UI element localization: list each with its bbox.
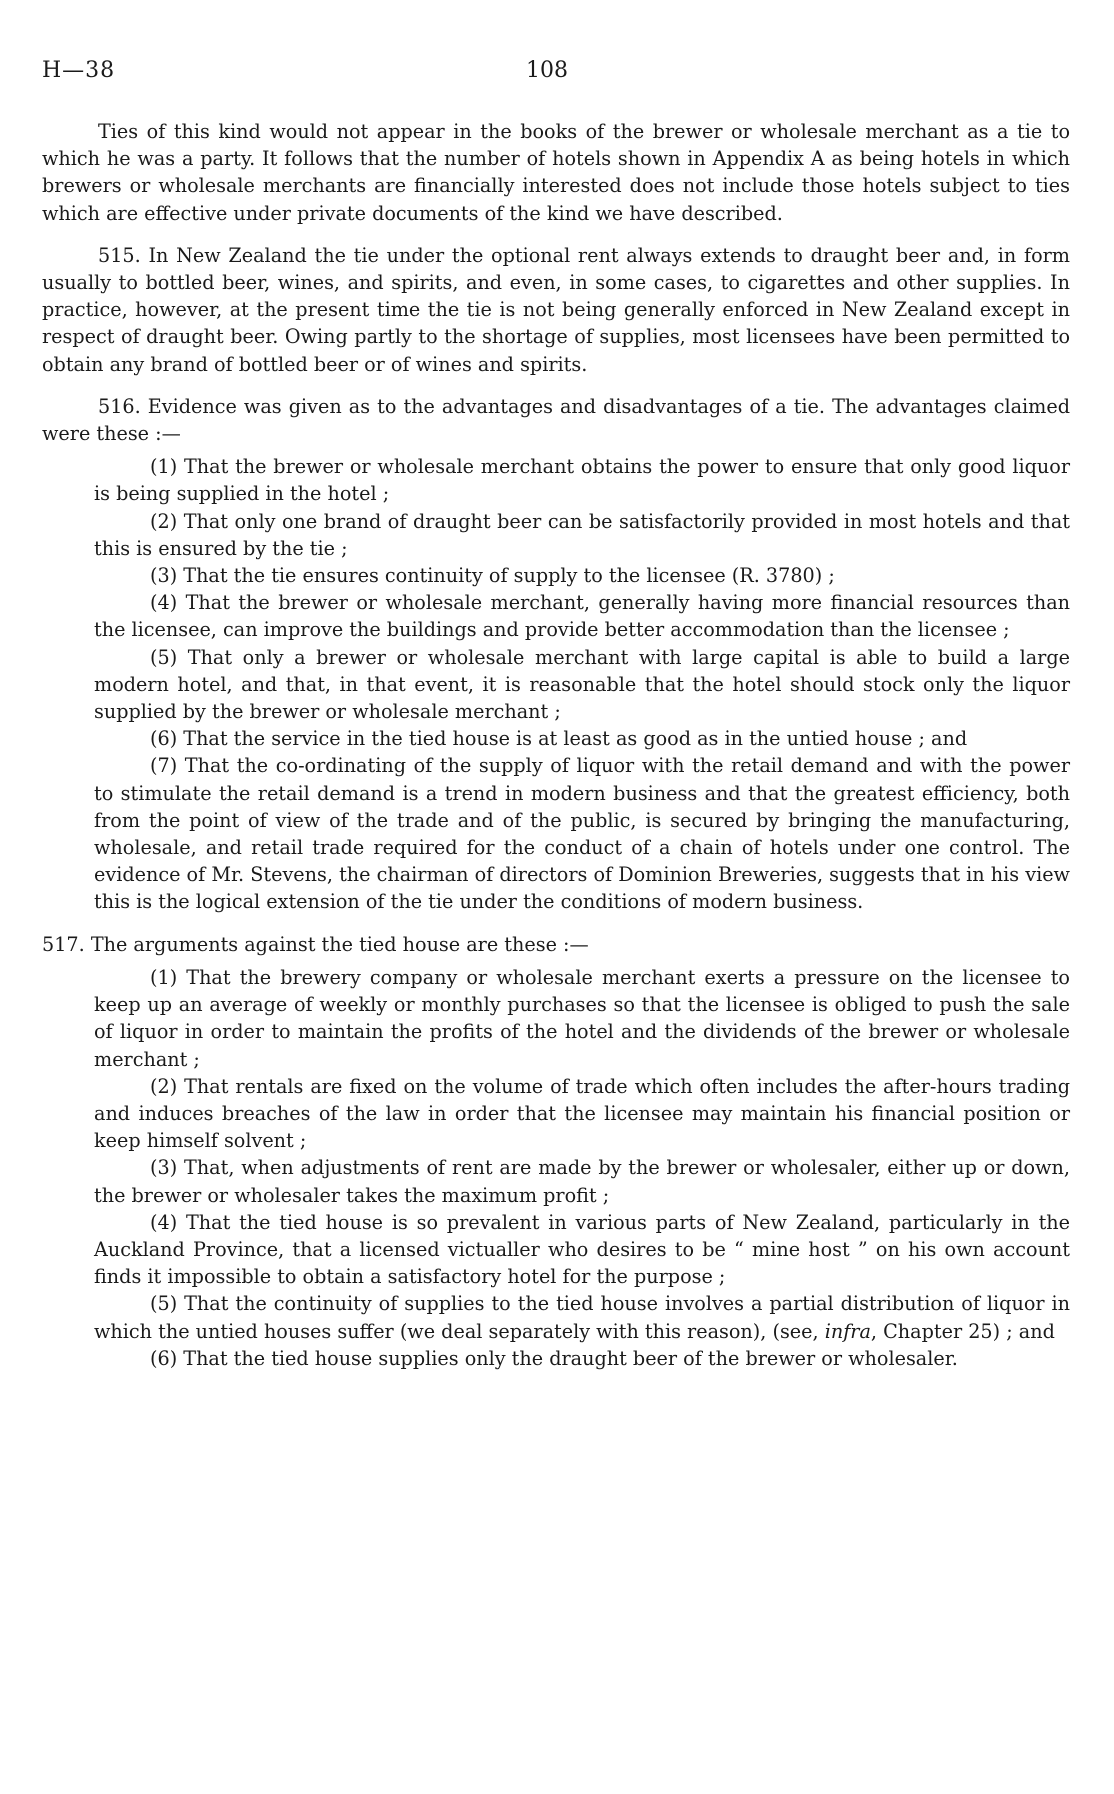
arguments-list xyxy=(42,964,1070,1372)
body-text xyxy=(42,118,1070,1372)
list-item: (2) That rentals are fixed on the volume of trade which often includes the after-hours trading and induces breaches of the law in order that the licensee may maintain his financial position or keep himself solvent ; xyxy=(94,1074,1070,1153)
list-item: (3) That, when adjustments of rent are made by the brewer or wholesaler, either up or down, the brewer or wholesaler takes the maximum profit ; xyxy=(94,1156,1070,1207)
list-item: (6) That the service in the tied house is at least as good as in the untied house ; and xyxy=(150,727,968,751)
report-reference: H—38 xyxy=(42,58,116,83)
list-item-text: , Chapter 25) ; and xyxy=(870,1319,1055,1343)
paragraph-516: 516. Evidence was given as to the advantages and disadvantages of a tie. The advantages claimed were these :— xyxy=(42,394,1070,446)
list-item: (5) That only a brewer or wholesale merchant with large capital is able to build a large modern hotel, and that, in that event, it is reasonable that the hotel should stock only the liquor supplied by the brewer or wholesale merchant ; xyxy=(94,645,1070,724)
list-item xyxy=(42,1290,1070,1344)
list-item: (7) That the co-ordinating of the supply of liquor with the retail demand and with the power to stimulate the retail demand is a trend in modern business and that the greatest efficiency, both from the point of view of the trade and of the public, is secured by bringing the manufacturing, wholesale, and retail trade required for the conduct of a chain of hotels under one control. The evidence of Mr. Stevens, the chairman of directors of Dominion Breweries, suggests that in his view this is the logical extension of the tie under the conditions of modern business. xyxy=(94,754,1070,914)
paragraph-517: 517. The arguments against the tied house are these :— xyxy=(42,932,589,956)
list-item: (4) That the brewer or wholesale merchant, generally having more financial resources than the licensee, can improve the buildings and provide better accommodation than the licensee ; xyxy=(94,591,1070,642)
list-item-text: (5) That the continuity of supplies to the tied house involves a partial distribution of liquor in which the untied houses suffer (we deal separately with this reason), (see, xyxy=(94,1292,1070,1343)
page-number: 108 xyxy=(526,58,568,83)
list-item: (3) That the tie ensures continuity of supply to the licensee (R. 3780) ; xyxy=(150,564,835,588)
list-item: (1) That the brewer or wholesale merchant obtains the power to ensure that only good liquor is being supplied in the hotel ; xyxy=(94,455,1070,506)
list-item: (2) That only one brand of draught beer can be satisfactorily provided in most hotels and that this is ensured by the tie ; xyxy=(94,509,1070,560)
advantages-list xyxy=(42,453,1070,915)
paragraph-515: 515. In New Zealand the tie under the optional rent always extends to draught beer and, in form usually to bottled beer, wines, and spirits, and even, in some cases, to cigarettes and other supplies. In practice, however, at the present time the tie is not being generally enforced in New Zealand except in respect of draught beer. Owing partly to the shortage of supplies, most licensees have been permitted to obtain any brand of bottled beer or of wines and spirits. xyxy=(42,243,1070,376)
list-item: (6) That the tied house supplies only the draught beer of the brewer or wholesaler. xyxy=(150,1346,958,1370)
intro-paragraph: Ties of this kind would not appear in the books of the brewer or wholesale merchant as a tie to which he was a party. It follows that the number of hotels shown in Appendix A as being hotels in which brewers or wholesale merchants are financially interested does not include those hotels subject to ties which are effective under private documents of the kind we have described. xyxy=(42,120,1070,225)
list-item: (1) That the brewery company or wholesale merchant exerts a pressure on the licensee to keep up an average of weekly or monthly purchases so that the licensee is obliged to push the sale of liquor in order to maintain the profits of the hotel and the dividends of the brewer or wholesale merchant ; xyxy=(94,965,1070,1071)
list-item: (4) That the tied house is so prevalent in various parts of New Zealand, particularly in the Auckland Province, that a licensed victualler who desires to be “ mine host ” on his own account finds it impossible to obtain a satisfactory hotel for the purpose ; xyxy=(94,1210,1070,1289)
italic-reference: infra xyxy=(824,1319,871,1343)
